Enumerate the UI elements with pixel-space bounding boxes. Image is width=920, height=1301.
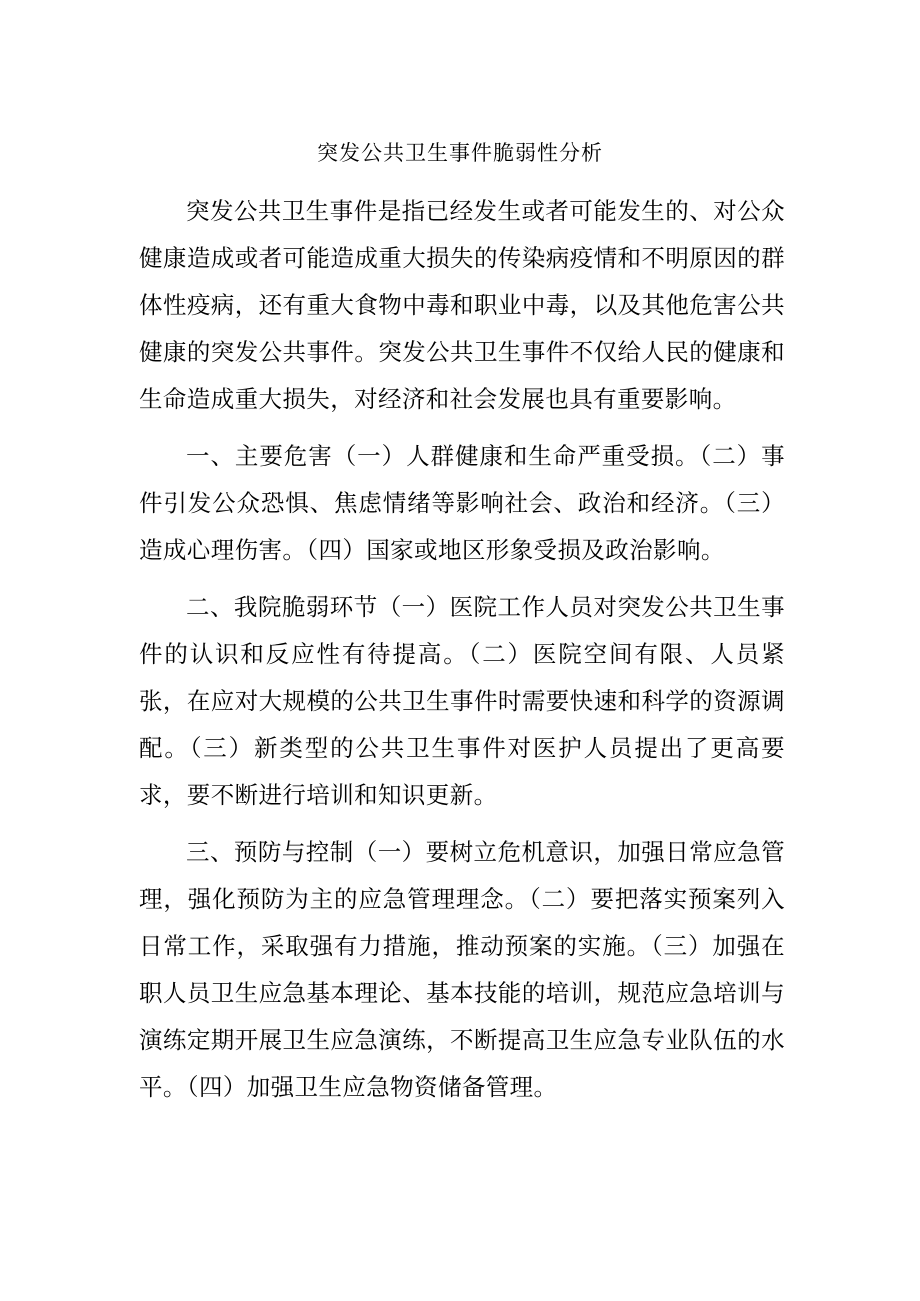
paragraph-weak-links: 二、我院脆弱环节（一）医院工作人员对突发公共卫生事件的认识和反应性有待提高。（二）医院空间有限、人员紧张，在应对大规模的公共卫生事件时需要快速和科学的资源调配。（三）新类型的公共卫生事件对医护人员提出了更高要求，要不断进行培训和知识更新。 bbox=[139, 593, 785, 809]
paragraph-main-hazards: 一、主要危害（一）人群健康和生命严重受损。（二）事件引发公众恐惧、焦虑情绪等影响社会、政治和经济。（三）造成心理伤害。（四）国家或地区形象受损及政治影响。 bbox=[139, 442, 785, 564]
paragraph-prevention-control: 三、预防与控制（一）要树立危机意识，加强日常应急管理，强化预防为主的应急管理理念。（二）要把落实预案列入日常工作，采取强有力措施，推动预案的实施。（三）加强在职人员卫生应急基本理论、基本技能的培训，规范应急培训与演练定期开展卫生应急演练，不断提高卫生应急专业队伍的水平。（四）加强卫生应急物资储备管理。 bbox=[139, 838, 785, 1101]
document-body bbox=[139, 188, 785, 1121]
document-title: 突发公共卫生事件脆弱性分析 bbox=[317, 141, 603, 165]
paragraph-intro: 突发公共卫生事件是指已经发生或者可能发生的、对公众健康造成或者可能造成重大损失的传染病疫情和不明原因的群体性疫病，还有重大食物中毒和职业中毒，以及其他危害公共健康的突发公共事件。突发公共卫生事件不仅给人民的健康和生命造成重大损失，对经济和社会发展也具有重要影响。 bbox=[139, 197, 785, 413]
